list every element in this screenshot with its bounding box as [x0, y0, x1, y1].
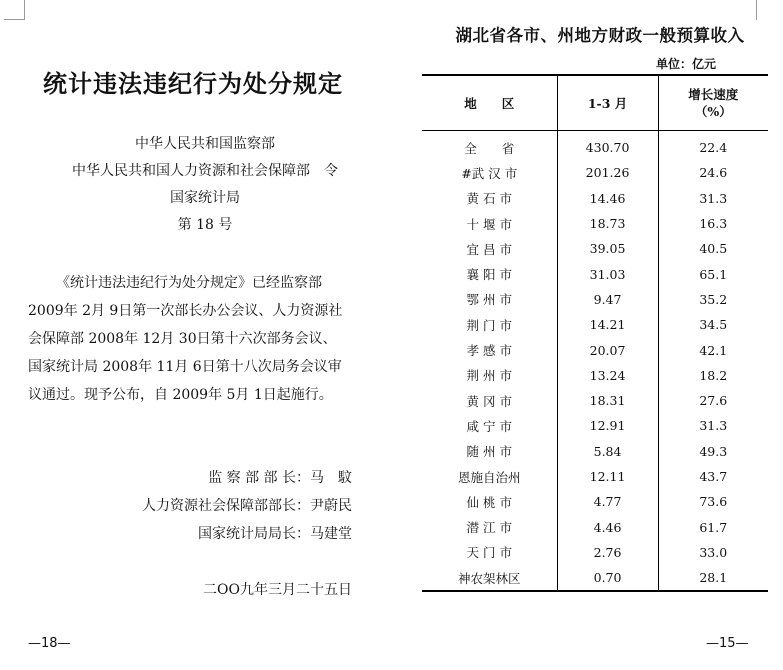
cell-value: 12.11 — [557, 464, 658, 489]
table-row — [422, 261, 768, 286]
cell-value: 4.77 — [557, 489, 658, 514]
cell-region: 荆 门 市 — [466, 317, 512, 333]
body-line: 会保障部 2008年 12月 30日第十六次部务会议、 — [28, 331, 337, 347]
cell-growth: 40.5 — [658, 236, 768, 261]
cell-region: 孝 感 市 — [466, 343, 512, 359]
right-page — [400, 0, 783, 670]
cell-growth: 73.6 — [658, 489, 768, 514]
crop-mark — [756, 0, 757, 20]
unit-label: 单位：亿元 — [656, 57, 717, 71]
signature-line: 监 察 部 部 长：马 馼 — [208, 470, 352, 486]
body-line: 议通过。现予公布，自 2009年 5月 1日起施行。 — [28, 387, 333, 403]
cell-value: 4.46 — [557, 514, 658, 539]
table-row — [422, 388, 768, 413]
table-row — [422, 540, 768, 565]
cell-growth: 18.2 — [658, 363, 768, 388]
cell-value: 18.31 — [557, 388, 658, 413]
cell-region: 黄 冈 市 — [466, 393, 512, 409]
table-row — [422, 287, 768, 312]
body-line: 《统计违法违纪行为处分规定》已经监察部 — [56, 275, 322, 291]
cell-growth: 27.6 — [658, 388, 768, 413]
header-value: 1-3 月 — [557, 75, 658, 131]
table-row — [422, 363, 768, 388]
cell-growth: 61.7 — [658, 514, 768, 539]
table-row — [422, 464, 768, 489]
cell-value: 0.70 — [557, 565, 658, 591]
page-number: —15— — [706, 636, 749, 651]
cell-growth: 28.1 — [658, 565, 768, 591]
header-region: 地 区 — [422, 75, 557, 131]
crop-mark — [24, 0, 25, 20]
cell-region: 随 州 市 — [466, 444, 512, 460]
cell-growth: 31.3 — [658, 413, 768, 438]
header-growth-label: 增长速度 — [688, 87, 739, 102]
cell-value: 31.03 — [557, 261, 658, 286]
cell-value: 20.07 — [557, 337, 658, 362]
cell-growth: 31.3 — [658, 186, 768, 211]
issuer-line: 中华人民共和国人力资源和社会保障部 令 — [72, 163, 338, 179]
cell-region: 荆 州 市 — [466, 368, 512, 384]
cell-region: 宜 昌 市 — [466, 241, 512, 257]
cell-value: 2.76 — [557, 540, 658, 565]
signature-line: 国家统计局局长：马建堂 — [198, 526, 352, 542]
cell-region: 全 省 — [464, 140, 515, 156]
cell-value: 14.21 — [557, 312, 658, 337]
crop-mark — [4, 19, 24, 20]
table-row — [422, 211, 768, 236]
cell-value: 14.46 — [557, 186, 658, 211]
table-row — [422, 565, 768, 591]
table-row — [422, 312, 768, 337]
cell-value: 13.24 — [557, 363, 658, 388]
issuer-line: 国家统计局 — [170, 190, 240, 206]
cell-region: 潜 江 市 — [466, 520, 512, 536]
cell-growth: 42.1 — [658, 337, 768, 362]
cell-value: 12.91 — [557, 413, 658, 438]
document-title: 统计违法违纪行为处分规定 — [43, 70, 343, 98]
table-row — [422, 131, 768, 161]
table-row — [422, 489, 768, 514]
table-row — [422, 337, 768, 362]
revenue-table — [422, 74, 768, 592]
cell-value: 39.05 — [557, 236, 658, 261]
cell-growth: 49.3 — [658, 439, 768, 464]
table-row — [422, 413, 768, 438]
cell-region: 鄂 州 市 — [466, 292, 512, 308]
cell-value: 5.84 — [557, 439, 658, 464]
order-number: 第 18 号 — [177, 217, 233, 233]
cell-growth: 35.2 — [658, 287, 768, 312]
cell-region: #武 汉 市 — [461, 165, 518, 181]
table-row — [422, 514, 768, 539]
cell-value: 201.26 — [557, 160, 658, 185]
header-growth — [658, 75, 768, 131]
table-row — [422, 186, 768, 211]
cell-value: 18.73 — [557, 211, 658, 236]
cell-growth: 65.1 — [658, 261, 768, 286]
cell-region: 天 门 市 — [466, 545, 512, 561]
cell-region: 恩施自治州 — [458, 469, 521, 485]
cell-growth: 16.3 — [658, 211, 768, 236]
cell-value: 9.47 — [557, 287, 658, 312]
cell-region: 黄 石 市 — [466, 191, 512, 207]
table-row — [422, 439, 768, 464]
cell-growth: 43.7 — [658, 464, 768, 489]
cell-value: 430.70 — [557, 131, 658, 161]
table-title: 湖北省各市、州地方财政一般预算收入 — [455, 26, 745, 45]
cell-region: 咸 宁 市 — [466, 418, 512, 434]
table-header-row — [422, 75, 768, 131]
signature-line: 人力资源社会保障部部长：尹蔚民 — [142, 498, 352, 514]
cell-region: 十 堰 市 — [466, 216, 512, 232]
cell-region: 仙 桃 市 — [466, 494, 512, 510]
header-growth-unit: （%） — [694, 104, 732, 119]
table-row — [422, 236, 768, 261]
cell-growth: 24.6 — [658, 160, 768, 185]
cell-region: 襄 阳 市 — [466, 267, 512, 283]
body-line: 国家统计局 2008年 11月 6日第十八次局务会议审 — [28, 359, 342, 375]
table-row — [422, 160, 768, 185]
issuer-line: 中华人民共和国监察部 — [135, 136, 275, 152]
cell-region: 神农架林区 — [422, 565, 557, 591]
issue-date: 二OO九年三月二十五日 — [203, 582, 352, 598]
page-number: —18— — [28, 636, 71, 651]
cell-growth: 33.0 — [658, 540, 768, 565]
table-body — [422, 131, 768, 592]
cell-growth: 34.5 — [658, 312, 768, 337]
cell-growth: 22.4 — [658, 131, 768, 161]
announcement-body — [28, 269, 358, 409]
body-line: 2009年 2月 9日第一次部长办公会议、人力资源社 — [28, 303, 343, 319]
